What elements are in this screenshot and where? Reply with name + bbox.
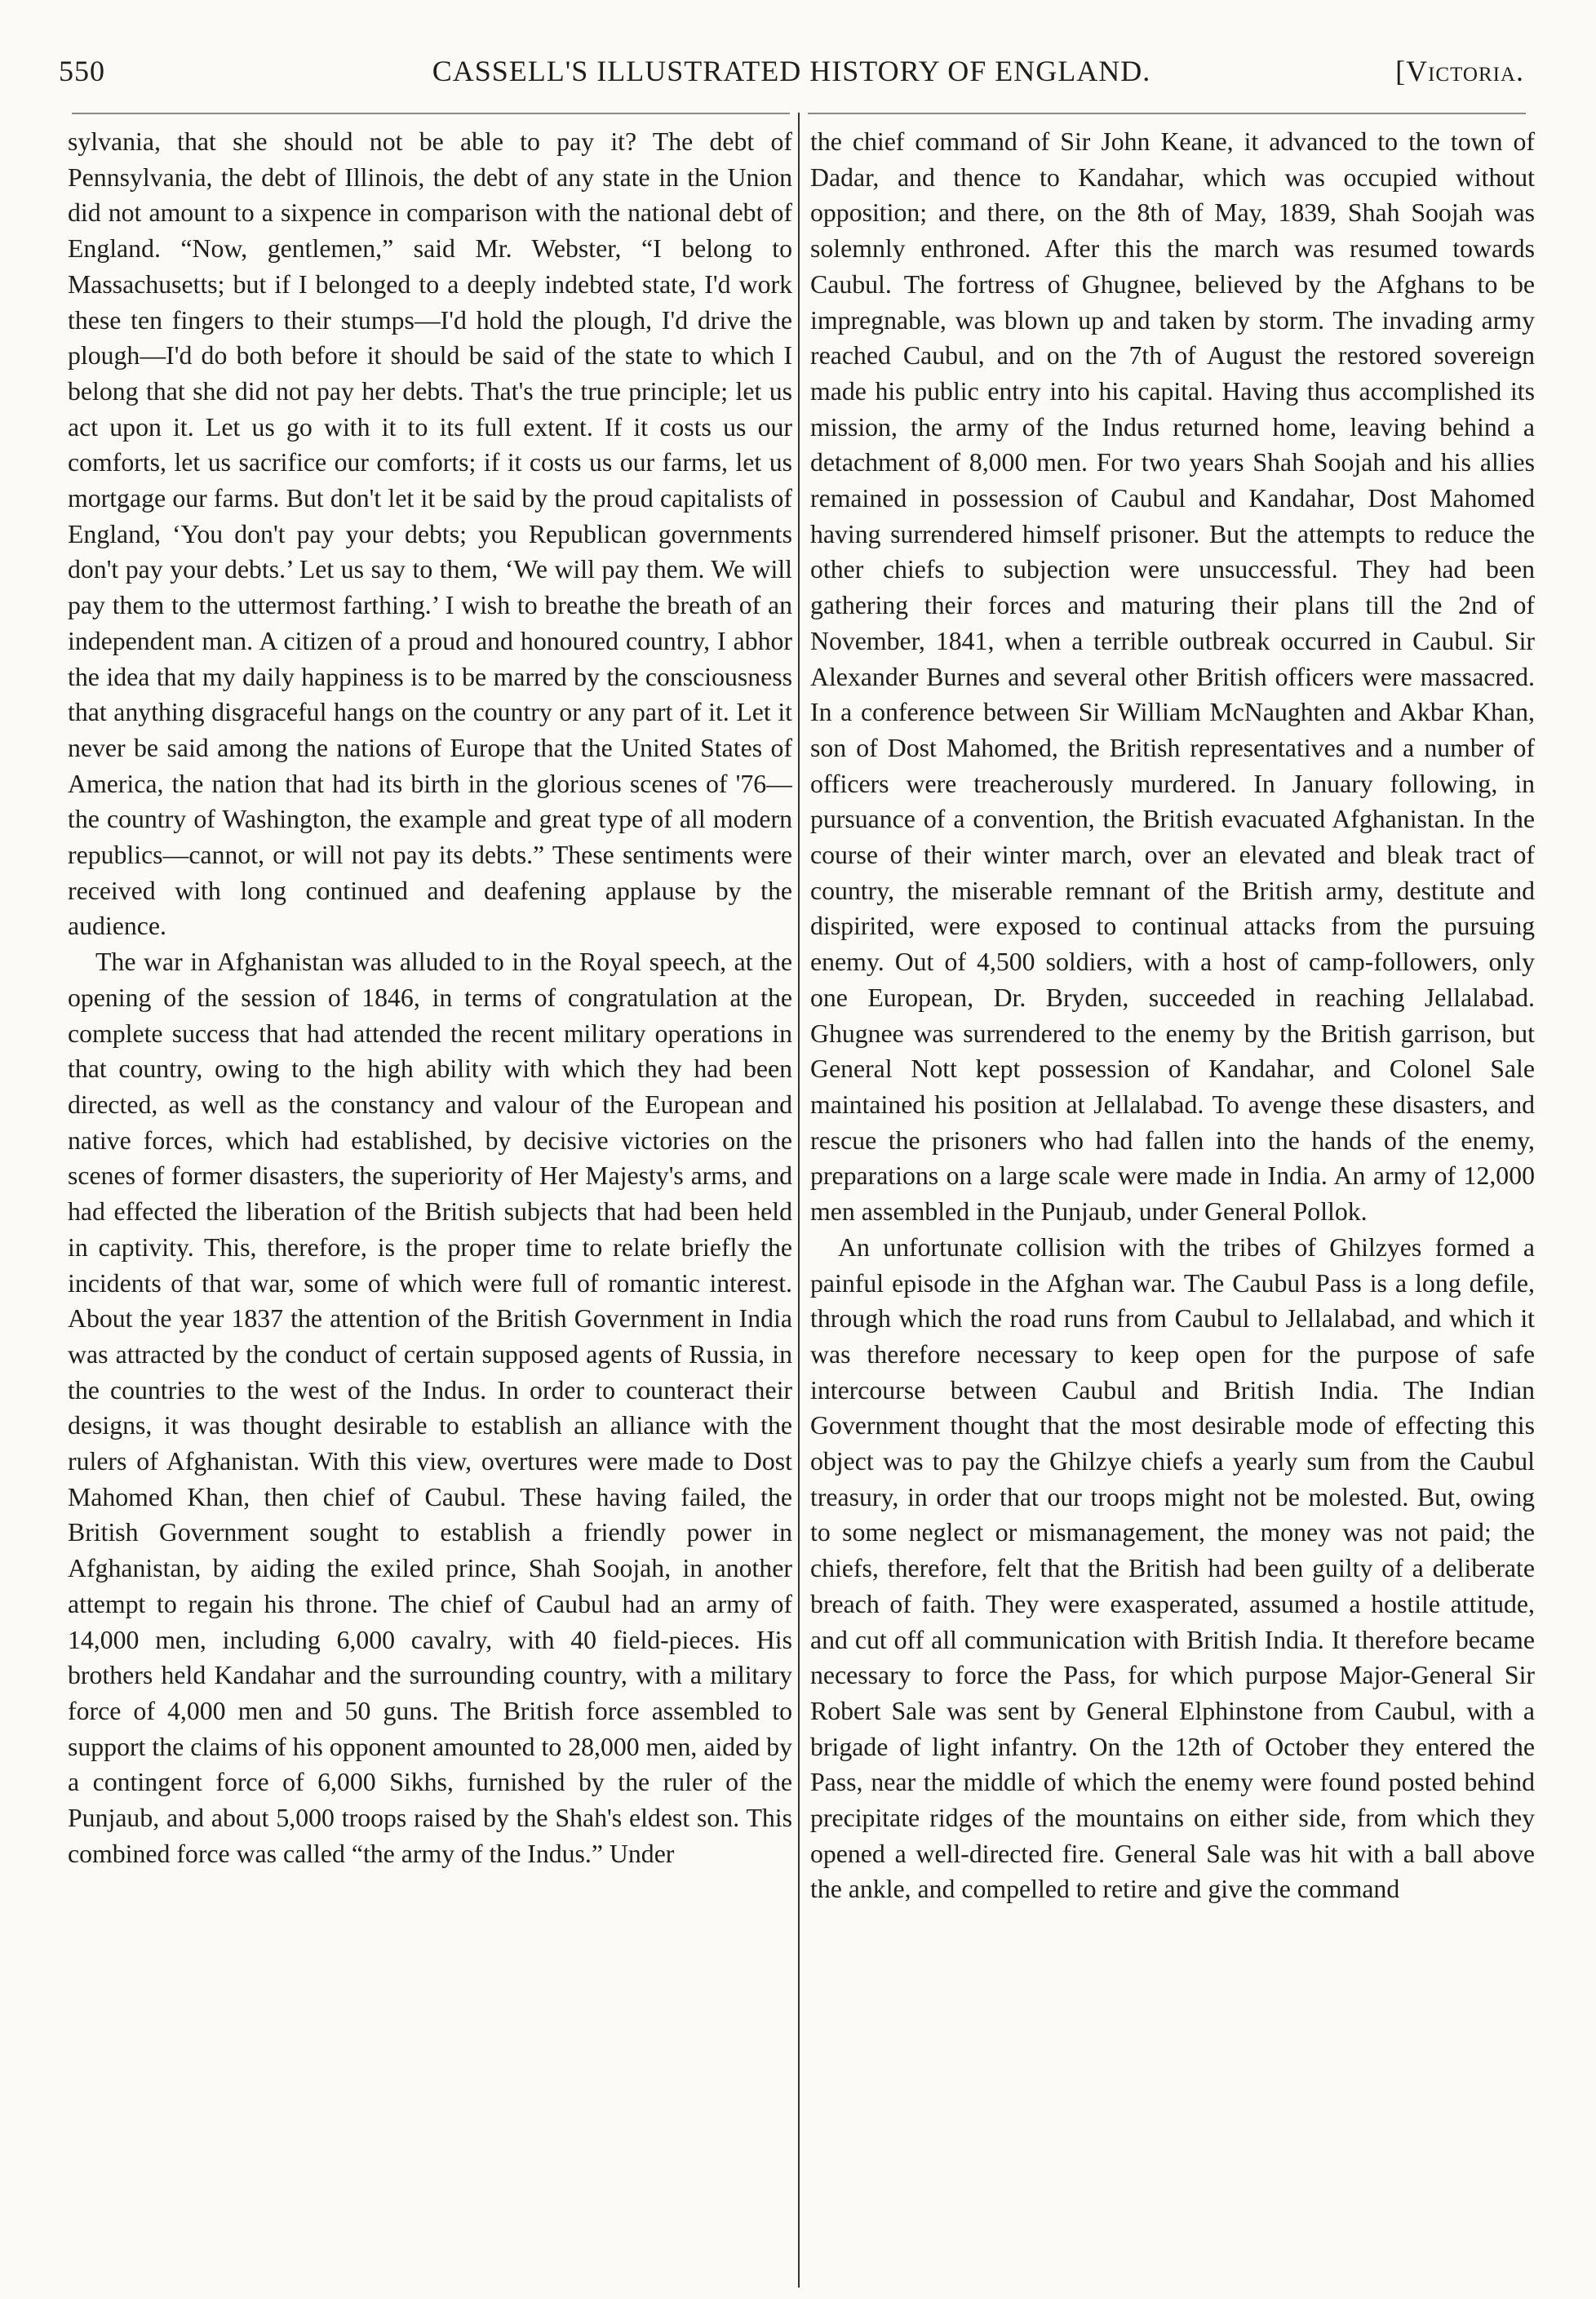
paragraph: the chief command of Sir John Keane, it advanced to the town of Dadar, and thence to Kandahar, which was occupied without opposition; and there, on the 8th of May, 1839, Shah Soojah was solemnly enthroned. After this the march was resumed towards Caubul. The fortress of Ghugnee, believed by the Afghans to be impregnable, was blown up and taken by storm. The invading army reached Caubul, and on the 7th of August the restored sovereign made his public entry into his capital. Having thus accomplished its mission, the army of the Indus returned home, leaving behind a detachment of 8,000 men. For two years Shah Soojah and his allies remained in possession of Caubul and Kandahar, Dost Mahomed having surrendered himself prisoner. But the attempts to reduce the other chiefs to subjection were unsuccessful. They had been gathering their forces and maturing their plans till the 2nd of November, 1841, when a terrible outbreak occurred in Caubul. Sir Alexander Burnes and several other British officers were massacred. In a conference between Sir William McNaughten and Akbar Khan, son of Dost Mahomed, the British representatives and a number of officers were treacherously murdered. In January following, in pursuance of a convention, the British evacuated Afghanistan. In the course of their winter march, over an elevated and bleak tract of country, the miserable remnant of the British army, destitute and dispirited, were exposed to continual attacks from the pursuing enemy. Out of 4,500 soldiers, with a host of camp-followers, only one European, Dr. Bryden, succeeded in reaching Jellalabad. Ghugnee was surrendered to the enemy by the British garrison, but General Nott kept possession of Kandahar, and Colonel Sale maintained his position at Jellalabad. To avenge these disasters, and rescue the prisoners who had fallen into the hands of the enemy, preparations on a large scale were made in India. An army of 12,000 men assembled in the Punjaub, under General Pollok. [810, 127, 1535, 1227]
paragraph: An unfortunate collision with the tribes of Ghilzyes formed a painful episode in the Afghan war. The Caubul Pass is a long defile, through which the road runs from Caubul to Jellalabad, and which it was therefore necessary to keep open for the purpose of safe intercourse between Caubul and British India. The Indian Government thought that the most desirable mode of effecting this object was to pay the Ghilzye chiefs a yearly sum from the Caubul treasury, in order that our troops might not be molested. But, owing to some neglect or mismanagement, the money was not paid; the chiefs, therefore, felt that the British had been guilty of a deliberate breach of faith. They were exasperated, assumed a hostile attitude, and cut off all communication with British India. It therefore became necessary to force the Pass, for which purpose Major-General Sir Robert Sale was sent by General Elphinstone from Caubul, with a brigade of light infantry. On the 12th of October they entered the Pass, near the middle of which the enemy were found posted behind precipitate ridges of the mountains on either side, from which they opened a well-directed fire. General Sale was hit with a ball above the ankle, and compelled to retire and give the command [810, 1232, 1535, 1904]
paragraph: The war in Afghanistan was alluded to in the Royal speech, at the opening of the session of 1846, in terms of congratulation at the complete success that had attended the recent military operations in that country, owing to the high ability with which they had been directed, as well as the constancy and valour of the European and native forces, which had established, by decisive victories on the scenes of former disasters, the superiority of Her Majesty's arms, and had effected the liberation of the British subjects that had been held in captivity. This, therefore, is the proper time to relate briefly the incidents of that war, some of which were full of romantic interest. About the year 1837 the attention of the British Government in India was attracted by the conduct of certain supposed agents of Russia, in the countries to the west of the Indus. In order to counteract their designs, it was thought desirable to establish an alliance with the rulers of Afghanistan. With this view, overtures were made to Dost Mahomed Khan, then chief of Caubul. These having failed, the British Government sought to establish a friendly power in Afghanistan, by aiding the exiled prince, Shah Soojah, in another attempt to regain his throne. The chief of Caubul had an army of 14,000 men, including 6,000 cavalry, with 40 field-pieces. His brothers held Kandahar and the surrounding country, with a military force of 4,000 men and 50 guns. The British force assembled to support the claims of his opponent amounted to 28,000 men, aided by a contingent force of 6,000 Sikhs, furnished by the ruler of the Punjaub, and about 5,000 troops raised by the Shah's eldest son. This combined force was called “the army of the Indus.” Under [68, 948, 792, 1868]
left-column [68, 124, 792, 2295]
header-rule-right [808, 113, 1526, 114]
right-column [810, 124, 1535, 2295]
column-divider [798, 113, 800, 2288]
section-label: [Victoria. [1395, 55, 1524, 87]
running-title: CASSELL'S ILLUSTRATED HISTORY OF ENGLAND. [432, 55, 1151, 87]
page-header [59, 44, 1524, 93]
page-number: 550 [59, 55, 105, 87]
paragraph: sylvania, that she should not be able to pay it? The debt of Pennsylvania, the debt of Illinois, the debt of any state in the Union did not amount to a sixpence in comparison with the national debt of England. “Now, gentlemen,” said Mr. Webster, “I belong to Massachusetts; but if I belonged to a deeply indebted state, I'd work these ten fingers to their stumps—I'd hold the plough, I'd drive the plough—I'd do both before it should be said of the state to which I belong that she did not pay her debts. That's the true principle; let us act upon it. Let us go with it to its full extent. If it costs us our comforts, let us sacrifice our comforts; if it costs us our farms, let us mortgage our farms. But don't let it be said by the proud capitalists of England, ‘You don't pay your debts; you Republican governments don't pay your debts.’ Let us say to them, ‘We will pay them. We will pay them to the uttermost farthing.’ I wish to breathe the breath of an independent man. A citizen of a proud and honoured country, I abhor the idea that my daily happiness is to be marred by the consciousness that anything disgraceful hangs on the country or any part of it. Let it never be said among the nations of Europe that the United States of America, the nation that had its birth in the glorious scenes of '76—the country of Washington, the example and great type of all modern republics—cannot, or will not pay its debts.” These sentiments were received with long continued and deafening applause by the audience. [68, 127, 792, 941]
header-rule-left [72, 113, 790, 114]
